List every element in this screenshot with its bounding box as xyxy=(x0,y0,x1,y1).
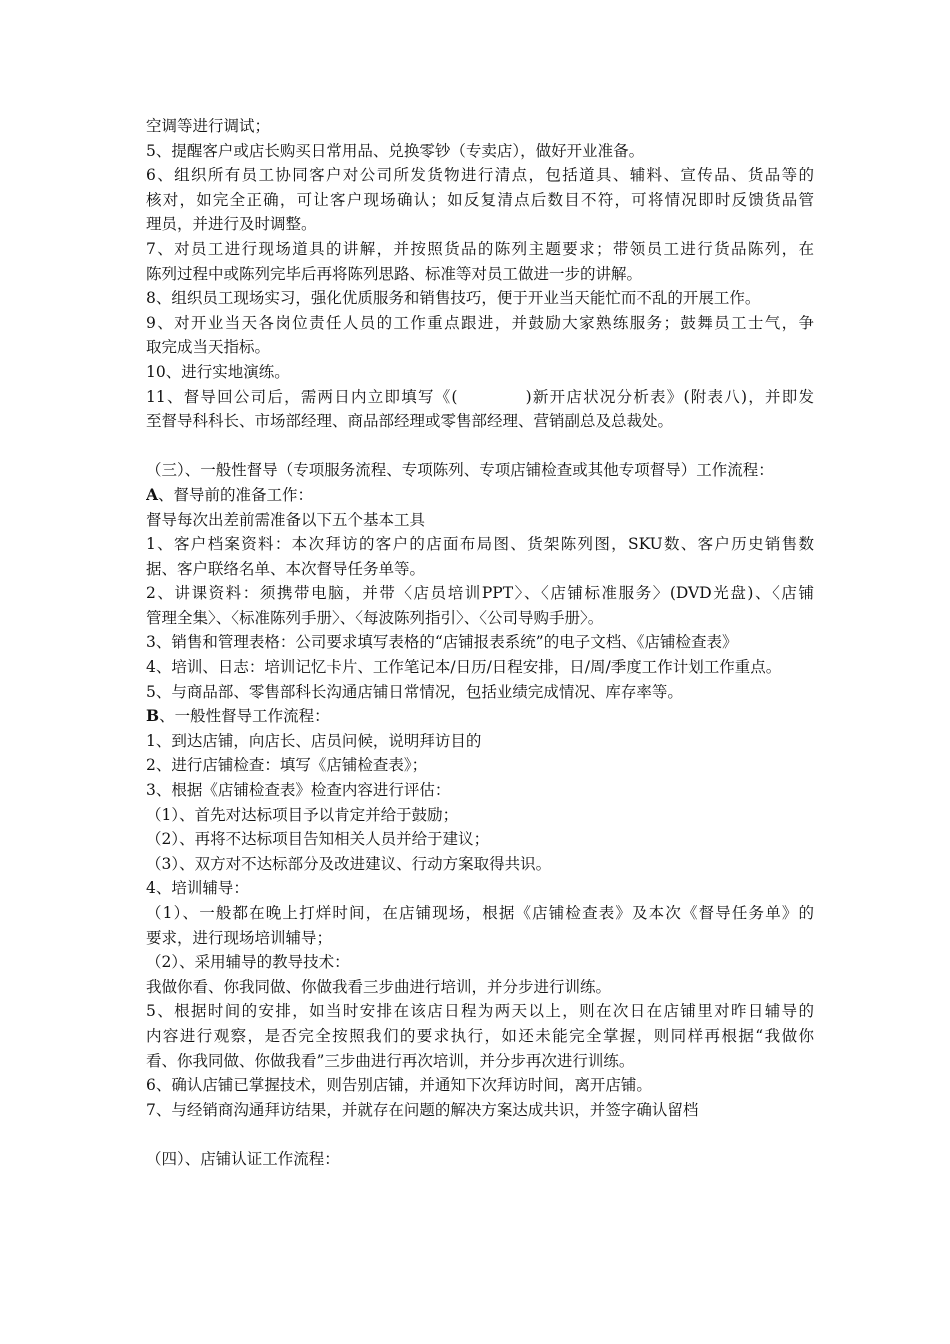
list-item-6: 6、组织所有员工协同客户对公司所发货物进行清点，包括道具、辅料、宣传品、货品等的 xyxy=(146,166,814,185)
list-item-9: 9、对开业当天各岗位责任人员的工作重点跟进，并鼓励大家熟练服务；鼓舞员工士气，争 xyxy=(146,313,814,332)
list-item-3: 3、根据《店铺检查表》检查内容进行评估： xyxy=(146,781,451,800)
list-item-2: 2、讲课资料：须携带电脑，并带〈店员培训PPT〉、〈店铺标准服务〉(DVD光盘)、〈店铺 xyxy=(146,584,814,603)
list-item-10: 10、进行实地演练。 xyxy=(146,362,290,381)
list-item-1: 1、客户档案资料：本次拜访的客户的店面布局图、货架陈列图，SKU数、客户历史销售数 xyxy=(146,535,814,554)
list-item-8: 8、组织员工现场实习，强化优质服务和销售技巧，便于开业当天能忙而不乱的开展工作。 xyxy=(146,289,761,308)
text-line: 理员，并进行及时调整。 xyxy=(146,215,317,234)
list-item-3: 3、销售和管理表格：公司要求填写表格的“店铺报表系统”的电子文档、《店铺检查表》 xyxy=(146,633,738,652)
list-item-5: 5、与商品部、零售部科长沟通店铺日常情况，包括业绩完成情况、库存率等。 xyxy=(146,682,683,701)
list-item-1: 1、到达店铺，向店长、店员问候，说明拜访目的 xyxy=(146,731,482,750)
subsection-title: 、一般性督导工作流程： xyxy=(159,707,330,726)
list-item-7: 7、与经销商沟通拜访结果，并就存在问题的解决方案达成共识，并签字确认留档 xyxy=(146,1100,699,1119)
sub-item-1: （1）、首先对达标项目予以肯定并给于鼓励； xyxy=(146,805,459,824)
text-line: 空调等进行调试； xyxy=(146,117,271,135)
text-line: 取完成当天指标。 xyxy=(146,338,271,357)
list-item-11: 11、督导回公司后，需两日内立即填写《( )新开店状况分析表》(附表八)，并即发 xyxy=(146,387,814,406)
sub-item-2: （2）、再将不达标项目告知相关人员并给于建议； xyxy=(146,830,490,849)
subsection-letter: A xyxy=(146,484,159,504)
paragraph-gap xyxy=(146,434,814,459)
text-line: 管理全集〉、〈标准陈列手册〉、〈每波陈列指引〉、〈公司导购手册〉。 xyxy=(146,608,604,627)
list-item-4: 4、培训辅导： xyxy=(146,879,249,898)
paragraph-gap xyxy=(146,1122,814,1147)
sub-item-1: （1）、一般都在晚上打烊时间，在店铺现场，根据《店铺检查表》及本次《督导任务单》的 xyxy=(146,904,814,922)
text-line: 我做你看、你我同做、你做我看三步曲进行培训，并分步进行训练。 xyxy=(146,977,612,996)
section-heading-4: （四）、店铺认证工作流程： xyxy=(146,1149,340,1168)
list-item-4: 4、培训、日志：培训记忆卡片、工作笔记本/日历/日程安排，日/周/季度工作计划工作重点。 xyxy=(146,658,782,677)
subsection-heading-a xyxy=(146,483,814,508)
text-line: 陈列过程中或陈列完毕后再将陈列思路、标准等对员工做进一步的讲解。 xyxy=(146,264,643,283)
text-line: 内容进行观察，是否完全按照我们的要求执行，如还未能完全掌握，则同样再根据“我做你 xyxy=(146,1026,814,1045)
subsection-heading-b xyxy=(146,704,814,729)
sub-item-3: （3）、双方对不达标部分及改进建议、行动方案取得共识。 xyxy=(146,854,552,873)
subsection-letter: B xyxy=(146,706,160,726)
text-line: 据、客户联络名单、本次督导任务单等。 xyxy=(146,559,426,578)
list-item-7: 7、对员工进行现场道具的讲解，并按照货品的陈列主题要求；带领员工进行货品陈列，在 xyxy=(146,239,814,258)
text-line: 看、你我同做、你做我看”三步曲进行再次培训，并分步再次进行训练。 xyxy=(146,1051,635,1070)
list-item-5: 5、根据时间的安排，如当时安排在该店日程为两天以上，则在次日在店铺里对昨日辅导的 xyxy=(146,1002,814,1021)
text-line: 要求，进行现场培训辅导； xyxy=(146,928,333,947)
list-item-2: 2、进行店铺检查：填写《店铺检查表》； xyxy=(146,756,428,775)
section-heading-3: （三）、一般性督导（专项服务流程、专项陈列、专项店铺检查或其他专项督导）工作流程： xyxy=(146,461,774,480)
document-body xyxy=(146,114,814,1172)
sub-item-2: （2）、采用辅导的教导技术： xyxy=(146,953,350,972)
text-line: 督导每次出差前需准备以下五个基本工具 xyxy=(146,510,426,529)
list-item-6: 6、确认店铺已掌握技术，则告别店铺，并通知下次拜访时间，离开店铺。 xyxy=(146,1076,652,1095)
text-line: 至督导科科长、市场部经理、商品部经理或零售部经理、营销副总及总裁处。 xyxy=(146,412,674,431)
subsection-title: 、督导前的准备工作： xyxy=(158,485,314,504)
text-line: 核对，如完全正确，可让客户现场确认；如反复清点后数目不符，可将情况即时反馈货品管 xyxy=(146,190,814,209)
list-item-5: 5、提醒客户或店长购买日常用品、兑换零钞（专卖店），做好开业准备。 xyxy=(146,141,645,160)
